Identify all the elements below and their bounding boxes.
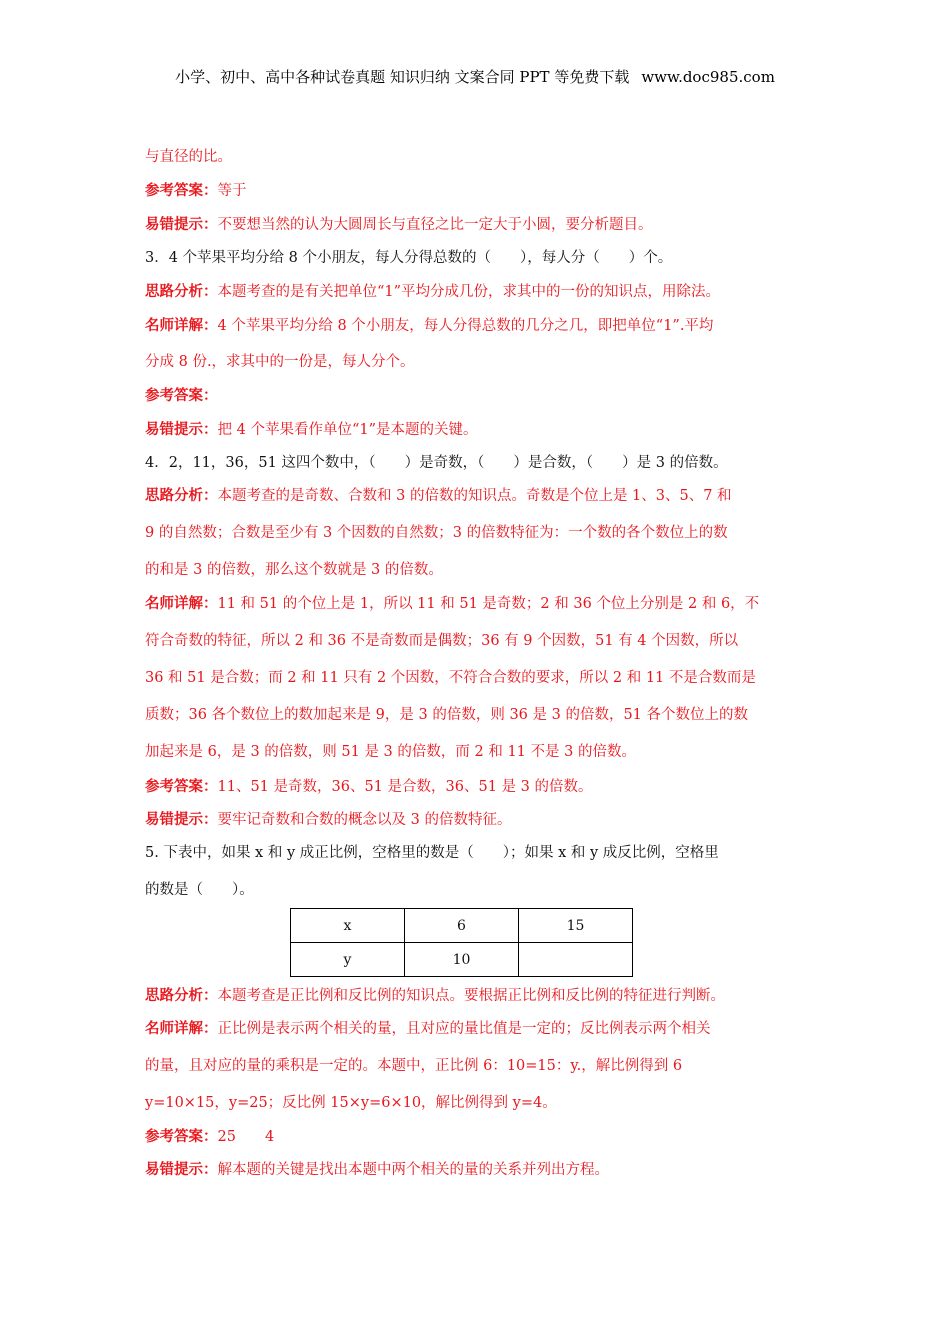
q5-tip: 解本题的关键是找出本题中两个相关的量的关系并列出方程。 bbox=[217, 1162, 609, 1178]
explain-label: 名师详解： bbox=[145, 595, 218, 612]
q5-explain-3: y=10×15，y=25；反比例 15×y=6×10，解比例得到 y=4。 bbox=[145, 1095, 557, 1111]
q4-answer-line bbox=[145, 777, 592, 797]
answer-label: 参考答案： bbox=[145, 387, 218, 404]
q5-tip-line bbox=[145, 1160, 609, 1180]
answer-label: 参考答案： bbox=[145, 778, 218, 795]
q4-tip: 要牢记奇数和合数的概念以及 3 的倍数特征。 bbox=[217, 812, 512, 828]
q2-answer-line bbox=[145, 181, 247, 201]
q3-tip-line bbox=[145, 420, 478, 440]
q5-answer: 25 4 bbox=[217, 1129, 275, 1145]
q4-explain-4: 质数；36 各个数位上的数加起来是 9，是 3 的倍数，则 36 是 3 的倍数，51 各个数位上的数 bbox=[145, 707, 749, 723]
q5-question-2: 的数是（ ）。 bbox=[145, 882, 254, 898]
analysis-label: 思路分析： bbox=[145, 987, 218, 1004]
q3-explain-1: 4 个苹果平均分给 8 个小朋友，每人分得总数的几分之几，即把单位“1”.平均 bbox=[217, 318, 714, 334]
tip-label: 易错提示： bbox=[145, 216, 218, 233]
table-cell bbox=[519, 943, 633, 977]
analysis-label: 思路分析： bbox=[145, 283, 218, 300]
tip-label: 易错提示： bbox=[145, 421, 218, 438]
q4-explain-3: 36 和 51 是合数；而 2 和 11 只有 2 个因数，不符合合数的要求，所以 2 和 11 不是合数而是 bbox=[145, 670, 756, 686]
q5-analysis-line bbox=[145, 986, 725, 1006]
q5-explain-2: 的量，且对应的量的乘积是一定的。本题中，正比例 6：10=15：y.，解比例得到 6 bbox=[145, 1058, 683, 1074]
q5-explain-line-1 bbox=[145, 1019, 711, 1039]
q5-analysis: 本题考查是正比例和反比例的知识点。要根据正比例和反比例的特征进行判断。 bbox=[217, 988, 725, 1004]
q3-answer-line bbox=[145, 386, 218, 406]
q2-tip-line bbox=[145, 215, 653, 235]
table-cell: x bbox=[291, 909, 405, 943]
table-cell: 15 bbox=[519, 909, 633, 943]
q4-question: 4．2，11，36，51 这四个数中，（ ）是奇数，（ ）是合数，（ ）是 3 的倍数。 bbox=[145, 455, 728, 471]
q4-answer: 11、51 是奇数，36、51 是合数，36、51 是 3 的倍数。 bbox=[217, 779, 593, 795]
q3-explain-line-1 bbox=[145, 316, 713, 336]
page-header bbox=[0, 66, 950, 87]
q4-explain-5: 加起来是 6，是 3 的倍数，则 51 是 3 的倍数，而 2 和 11 不是 3 的倍数。 bbox=[145, 744, 636, 760]
q3-tip: 把 4 个苹果看作单位“1”是本题的关键。 bbox=[217, 422, 478, 438]
tip-label: 易错提示： bbox=[145, 1161, 218, 1178]
q2-tip: 不要想当然的认为大圆周长与直径之比一定大于小圆，要分析题目。 bbox=[217, 217, 653, 233]
q5-answer-line bbox=[145, 1127, 274, 1147]
q3-analysis: 本题考查的是有关把单位“1”平均分成几份，求其中的一份的知识点，用除法。 bbox=[217, 284, 721, 300]
q5-question-1: 5. 下表中，如果 x 和 y 成正比例，空格里的数是（ ）；如果 x 和 y 成反比例，空格里 bbox=[145, 845, 719, 861]
explain-label: 名师详解： bbox=[145, 317, 218, 334]
analysis-label: 思路分析： bbox=[145, 487, 218, 504]
q4-analysis-3: 的和是 3 的倍数，那么这个数就是 3 的倍数。 bbox=[145, 562, 443, 578]
q4-tip-line bbox=[145, 810, 511, 830]
q5-explain-1: 正比例是表示两个相关的量，且对应的量比值是一定的；反比例表示两个相关 bbox=[217, 1021, 711, 1037]
table-row bbox=[291, 943, 633, 977]
q4-explain-1: 11 和 51 的个位上是 1，所以 11 和 51 是奇数；2 和 36 个位上分别是 2 和 6，不 bbox=[217, 596, 760, 612]
q4-explain-line-1 bbox=[145, 594, 759, 614]
answer-label: 参考答案： bbox=[145, 182, 218, 199]
q2-continuation: 与直径的比。 bbox=[145, 149, 232, 165]
q3-question: 3．4 个苹果平均分给 8 个小朋友，每人分得总数的（ ），每人分（ ）个。 bbox=[145, 250, 673, 266]
header-text: 小学、初中、高中各种试卷真题 知识归纳 文案合同 PPT 等免费下载 bbox=[175, 68, 630, 86]
table-cell: y bbox=[291, 943, 405, 977]
table-cell: 10 bbox=[405, 943, 519, 977]
q4-analysis-line-1 bbox=[145, 486, 732, 506]
q4-explain-2: 符合奇数的特征，所以 2 和 36 不是奇数而是偶数；36 有 9 个因数，51 有 4 个因数，所以 bbox=[145, 633, 739, 649]
q4-analysis-2: 9 的自然数；合数是至少有 3 个因数的自然数；3 的倍数特征为：一个数的各个数位上的数 bbox=[145, 525, 728, 541]
table-cell: 6 bbox=[405, 909, 519, 943]
answer-label: 参考答案： bbox=[145, 1128, 218, 1145]
q3-analysis-line bbox=[145, 282, 720, 302]
q2-answer: 等于 bbox=[217, 183, 247, 199]
q3-explain-2: 分成 8 份.，求其中的一份是，每人分个。 bbox=[145, 354, 415, 370]
table-row bbox=[291, 909, 633, 943]
tip-label: 易错提示： bbox=[145, 811, 218, 828]
header-url[interactable]: www.doc985.com bbox=[641, 68, 775, 86]
xy-table bbox=[290, 908, 633, 977]
explain-label: 名师详解： bbox=[145, 1020, 218, 1037]
q4-analysis-1: 本题考查的是奇数、合数和 3 的倍数的知识点。奇数是个位上是 1、3、5、7 和 bbox=[217, 488, 732, 504]
